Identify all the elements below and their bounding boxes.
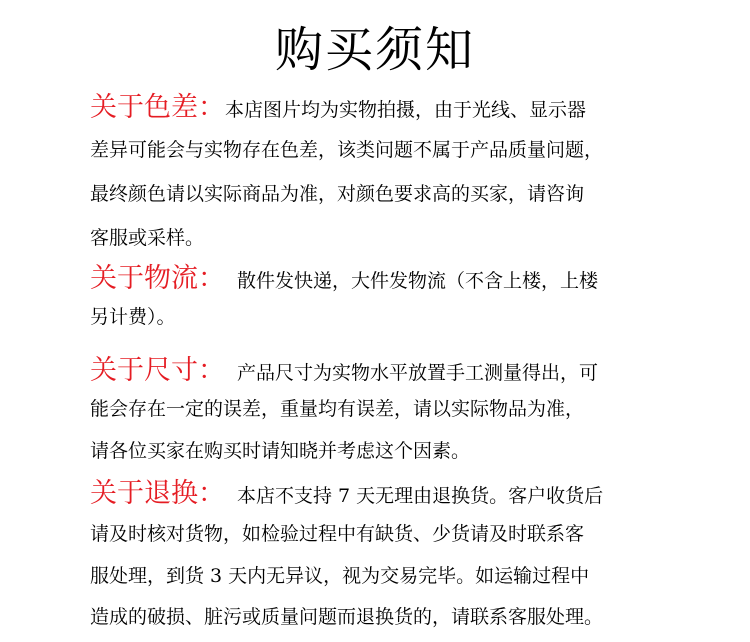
section-line: 本店不支持 7 天无理由退换货。客户收货后 <box>237 485 604 507</box>
section-line: 散件发快递，大件发物流（不含上楼，上楼 <box>237 270 599 292</box>
section-line: 产品尺寸为实物水平放置手工测量得出，可 <box>237 362 599 384</box>
section-heading: 关于退换： <box>90 478 225 509</box>
section-heading: 关于物流： <box>90 263 225 294</box>
section-line: 最终颜色请以实际商品为准，对颜色要求高的买家，请咨询 <box>90 183 585 205</box>
section-line: 造成的破损、脏污或质量问题而退换货的，请联系客服处理。 <box>90 606 604 628</box>
section-line: 差异可能会与实物存在色差，该类问题不属于产品质量问题， <box>90 139 604 161</box>
section-heading: 关于色差： <box>90 92 225 123</box>
section-line: 服处理，到货 3 天内无异议，视为交易完毕。如运输过程中 <box>90 565 590 587</box>
page-title: 购买须知 <box>274 22 475 78</box>
section-line: 另计费）。 <box>90 306 176 328</box>
section-line: 能会存在一定的误差，重量均有误差，请以实际物品为准， <box>90 398 585 420</box>
section-line: 请及时核对货物，如检验过程中有缺货、少货请及时联系客 <box>90 523 585 545</box>
section-line: 客服或采样。 <box>90 227 205 249</box>
section-heading: 关于尺寸： <box>90 355 225 386</box>
section-line: 本店图片均为实物拍摄，由于光线、显示器 <box>225 99 587 121</box>
section-line: 请各位买家在购买时请知晓并考虑这个因素。 <box>90 440 471 462</box>
